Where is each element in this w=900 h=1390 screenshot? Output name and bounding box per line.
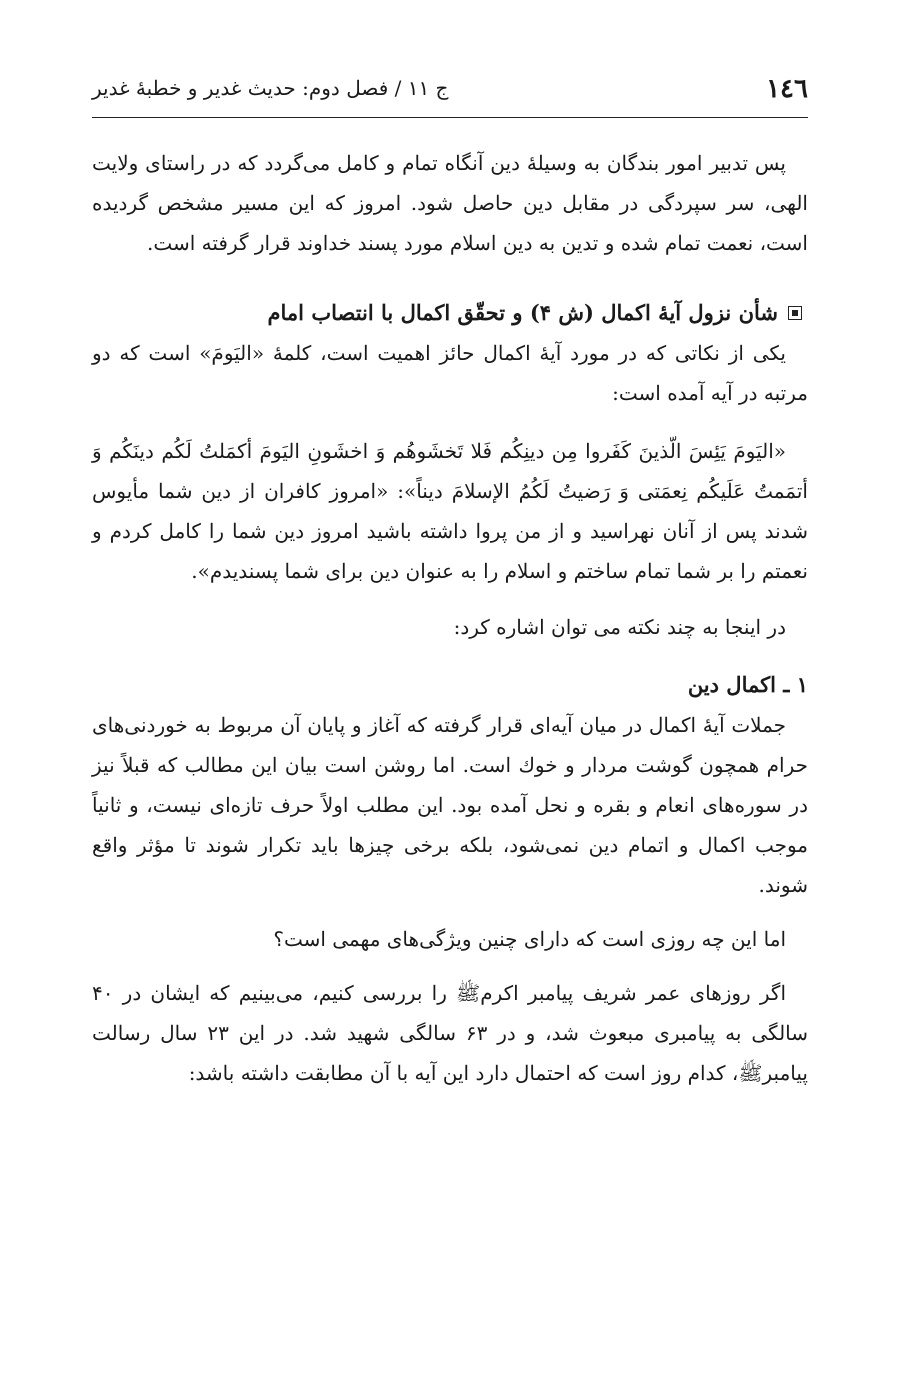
page-content [92, 143, 808, 1093]
paragraph-5: اگر روزهاى عمر شريف پيامبر اكرمﷺ را بررسى كنيم، مى‌بينيم كه ايشان در ۴۰ سالگى به پيامبرى مبعوث شد، و در ۶۳ سالگى شهيد شد. در اين ۲۳ سال رسالت پيامبرﷺ، كدام روز است كه احتمال دارد اين آيه با آن مطابقت داشته باشد: [92, 981, 809, 1085]
book-page [92, 0, 808, 1390]
section-heading [92, 293, 808, 333]
square-bullet-icon [788, 306, 802, 320]
question-paragraph: اما اين چه روزى است كه داراى چنين ويژگى‌هاى مهمى است؟ [273, 927, 786, 951]
paragraph-3: در اينجا به چند نكته مى توان اشاره كرد: [453, 615, 786, 639]
paragraph-2: يكى از نكاتى كه در مورد آيهٔ اكمال حائز اهميت است، كلمهٔ «اليَومَ» است كه دو مرتبه در آيه آمده است: [92, 341, 808, 405]
running-head: ج ١١ / فصل دوم: حديث غدير و خطبهٔ غدير [92, 76, 449, 100]
page-number: ١٤٦ [766, 74, 808, 104]
paragraph-1: پس تدبير امور بندگان به وسيلهٔ دين آنگاه تمام و كامل مى‌گردد كه در راستاى ولايت الهى، سر سپردگى در مقابل دين حاصل شود. امروز كه اين مسير مشخص گرديده است، نعمت تمام شده و تدين به دين اسلام مورد پسند خداوند قرار گرفته است. [92, 151, 808, 255]
subheading: ١ ـ اكمال دين [687, 672, 808, 697]
paragraph-4: جملات آيهٔ اكمال در ميان آيه‌اى قرار گرفته كه آغاز و پايان آن مربوط به خوردنى‌هاى حرام همچون گوشت مردار و خوك است. اما روشن است بيان اين مطالب كه قبلاً نيز در سوره‌هاى انعام و بقره و نحل آمده بود. اين مطلب اولاً حرف تازه‌اى نيست، و ثانياً موجب اكمال و اتمام دين نمى‌شود، بلكه برخى چيزها بايد تكرار شوند تا مؤثر واقع شوند. [92, 713, 808, 897]
page-header [92, 72, 808, 112]
quran-verse-paragraph: «اليَومَ يَئِسَ الّذينَ كَفَروا مِن دينِكُم فَلا تَخشَوهُم وَ اخشَونِ اليَومَ أكمَلتُ لَكُم دينَكُم وَ أتمَمتُ عَلَيكُم نِعمَتى وَ رَضيتُ لَكُمُ الإسلامَ ديناً»: «امروز كافران از دين شما مأيوس شدند پس از آنان نهراسيد و از من پروا داشته باشيد امروز دين شما را كامل كردم و نعمتم را بر شما تمام ساختم و اسلام را به عنوان دين براى شما پسنديدم». [92, 439, 808, 583]
section-heading-text: شأن نزول آيهٔ اكمال (ش ۴) و تحقّق اكمال با انتصاب امام [267, 300, 778, 325]
header-rule [92, 117, 808, 118]
